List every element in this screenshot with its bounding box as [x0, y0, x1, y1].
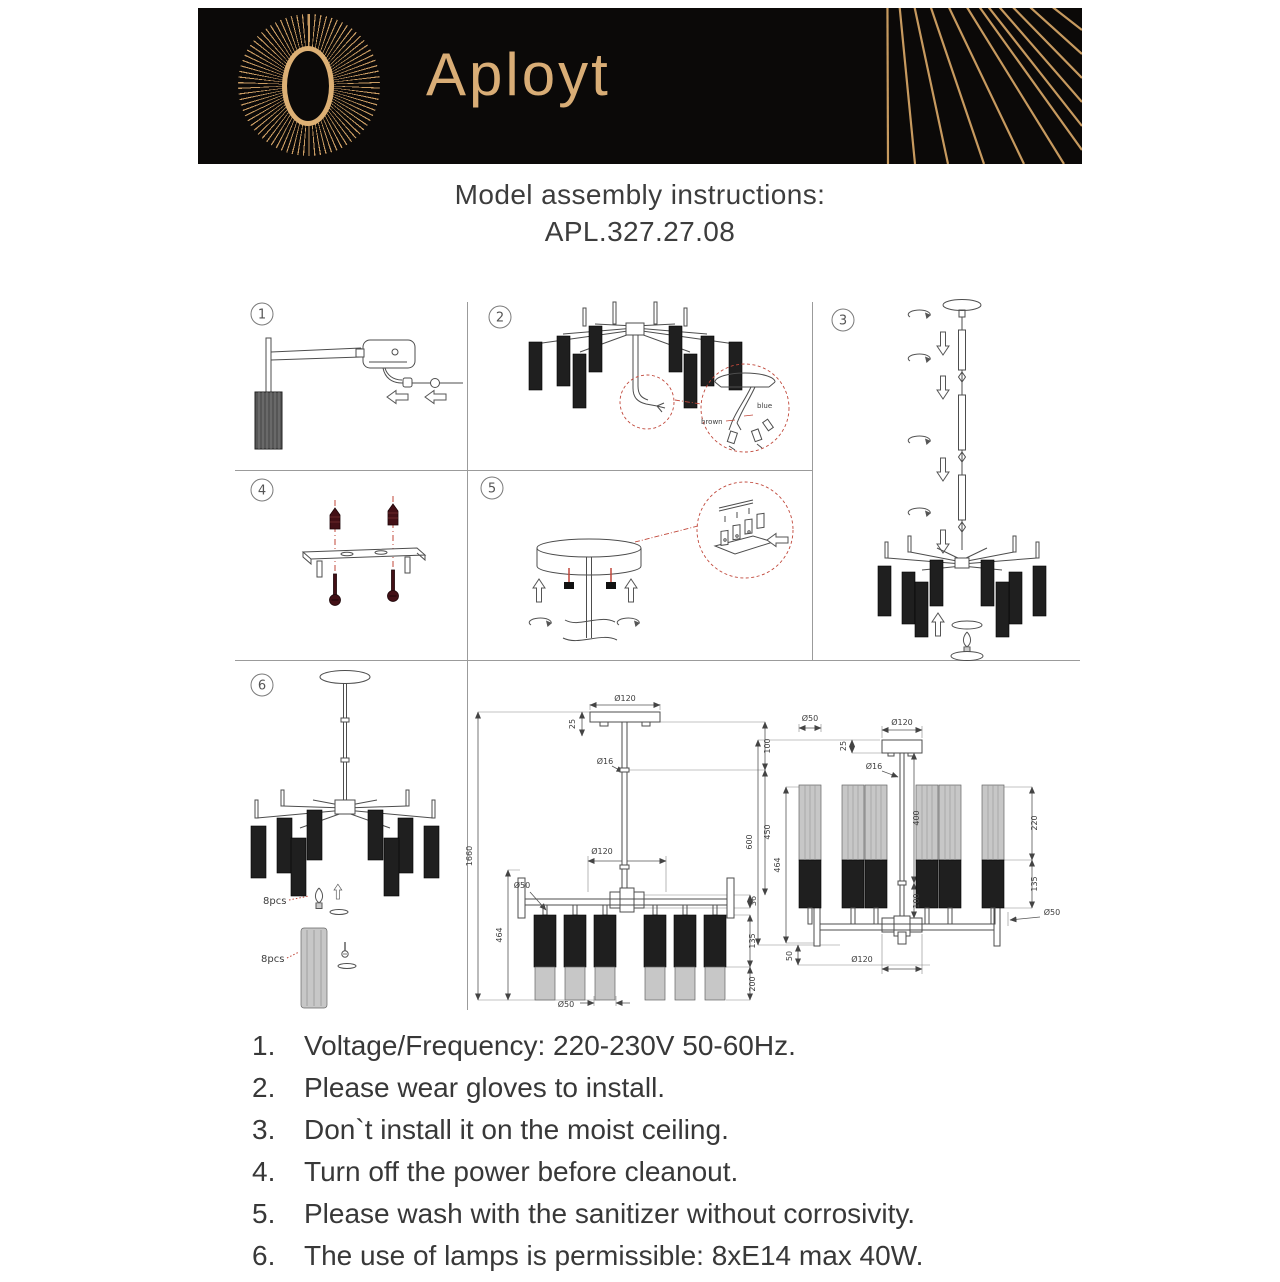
dim-shade-diameter: Ø50 — [801, 714, 819, 723]
dim-shade-upper: 220 — [1030, 815, 1039, 831]
svg-text:5: 5 — [487, 481, 497, 497]
svg-text:3: 3 — [838, 313, 848, 329]
dimension-drawing-side — [460, 680, 780, 1010]
bulb-icon — [963, 632, 970, 653]
list-item-text: The use of lamps is permissible: 8xE14 max 40W. — [304, 1240, 924, 1271]
list-item — [252, 1072, 923, 1104]
mount-screw — [330, 574, 341, 606]
dim-hub-diameter: Ø120 — [591, 847, 613, 856]
insert-left-arrow-icon — [767, 534, 788, 547]
wall-anchor — [330, 508, 340, 529]
dim-canopy-height: 25 — [839, 740, 848, 752]
down-arrow-icon — [937, 458, 949, 481]
dim-canopy-height: 25 — [568, 718, 577, 730]
svg-text:2: 2 — [495, 310, 505, 326]
step2-diagram — [467, 300, 812, 470]
rotate-icon — [908, 310, 931, 319]
model-number: APL.327.27.08 — [544, 216, 736, 247]
rotate-icon — [908, 354, 931, 363]
rotate-icon — [908, 508, 931, 517]
list-item-text: Please wear gloves to install. — [304, 1072, 666, 1103]
step2-badge — [489, 306, 511, 328]
step6-badge — [251, 674, 273, 696]
dim-hub-height: 36 — [749, 895, 758, 907]
shade-columns — [534, 905, 726, 1000]
list-item — [252, 1240, 923, 1272]
step5-badge — [481, 477, 503, 499]
step3-diagram — [812, 300, 1080, 660]
lamp-shades — [529, 326, 742, 408]
step1-badge — [251, 303, 273, 325]
svg-text:6: 6 — [257, 678, 267, 694]
list-item — [252, 1114, 923, 1146]
rotate-icon — [908, 436, 931, 445]
dim-rod-length: 450 — [763, 824, 772, 840]
rotate-icon — [617, 618, 640, 627]
page-title: Model assembly instructions: — [454, 179, 826, 210]
decorative-rays-icon — [652, 8, 1082, 164]
dim-canopy-diameter: Ø120 — [891, 718, 913, 727]
dimension-drawing-front — [740, 690, 1070, 1010]
list-item-text: Please wash with the sanitizer without corrosivity. — [304, 1198, 916, 1229]
screw-cap — [564, 582, 574, 589]
down-arrow-icon — [937, 376, 949, 399]
list-item — [252, 1156, 923, 1188]
list-item-number: 4. — [252, 1156, 276, 1187]
list-item — [252, 1198, 923, 1230]
bulb-icon — [315, 888, 322, 909]
dim-canopy-diameter: Ø120 — [614, 694, 636, 703]
dim-shade-upper: 135 — [748, 933, 757, 949]
push-left-arrow-icon — [387, 391, 408, 404]
list-item-text: Turn off the power before cleanout. — [304, 1156, 739, 1187]
screw-icon — [342, 942, 348, 957]
step4-badge — [251, 479, 273, 501]
list-item-number: 6. — [252, 1240, 276, 1271]
list-item-number: 3. — [252, 1114, 276, 1145]
dim-hub-diameter: Ø120 — [851, 955, 873, 964]
dim-shade-diameter-bottom: Ø50 — [557, 1000, 575, 1009]
instructions-list — [252, 1030, 923, 1282]
step1-diagram — [235, 300, 467, 470]
list-item-text: Voltage/Frequency: 220-230V 50-60Hz. — [304, 1030, 796, 1061]
list-item — [252, 1030, 923, 1062]
shade-qty-label: 8pcs — [261, 954, 285, 965]
up-arrow-icon — [334, 884, 342, 899]
step6-diagram — [235, 660, 467, 1010]
dim-shade-diameter-right: Ø50 — [1043, 908, 1061, 917]
wire-label-blue: blue — [757, 402, 773, 410]
wall-anchor — [388, 504, 398, 525]
dim-overall-height: 1660 — [465, 845, 474, 867]
lamp-shades — [251, 810, 439, 896]
dim-body-height: 464 — [773, 857, 782, 873]
up-arrow-icon — [533, 579, 545, 602]
terminal-block-detail — [715, 500, 788, 554]
svg-text:4: 4 — [257, 483, 267, 499]
svg-text:1: 1 — [257, 307, 267, 323]
list-item-number: 2. — [252, 1072, 276, 1103]
dim-shade-diameter: Ø50 — [513, 881, 531, 890]
dim-overall-height: 600 — [745, 834, 754, 850]
dim-rod-diameter: Ø16 — [596, 757, 614, 766]
dim-rod-lower: 100 — [912, 893, 921, 909]
up-arrow-icon — [932, 613, 944, 636]
brand-banner — [198, 8, 1082, 164]
title-block — [0, 176, 1280, 250]
down-arrow-icon — [937, 530, 949, 553]
mount-screw — [388, 570, 399, 602]
dim-shade-lower: 135 — [1030, 876, 1039, 892]
up-arrow-icon — [625, 579, 637, 602]
step5-diagram — [467, 470, 812, 660]
bulb-qty-label: 8pcs — [263, 896, 287, 907]
down-arrow-icon — [937, 332, 949, 355]
dim-body-height: 464 — [495, 927, 504, 943]
rotate-icon — [529, 618, 552, 627]
dim-arm-drop: 50 — [785, 950, 794, 962]
wire-label-brown: brown — [701, 418, 723, 426]
brand-wordmark: Aployt — [426, 41, 611, 108]
sunburst-core-icon — [282, 46, 334, 126]
step3-badge — [832, 309, 854, 331]
dim-shade-lower: 200 — [748, 976, 757, 992]
screw-cap — [606, 582, 616, 589]
step4-diagram — [235, 470, 467, 660]
list-item-number: 1. — [252, 1030, 276, 1061]
list-item-text: Don`t install it on the moist ceiling. — [304, 1114, 729, 1145]
list-item-number: 5. — [252, 1198, 276, 1229]
dim-rod-length: 400 — [912, 810, 921, 826]
dim-rod-diameter: Ø16 — [865, 762, 883, 771]
dim-top-rod: 100 — [763, 738, 772, 754]
push-left-arrow-icon — [425, 391, 446, 404]
